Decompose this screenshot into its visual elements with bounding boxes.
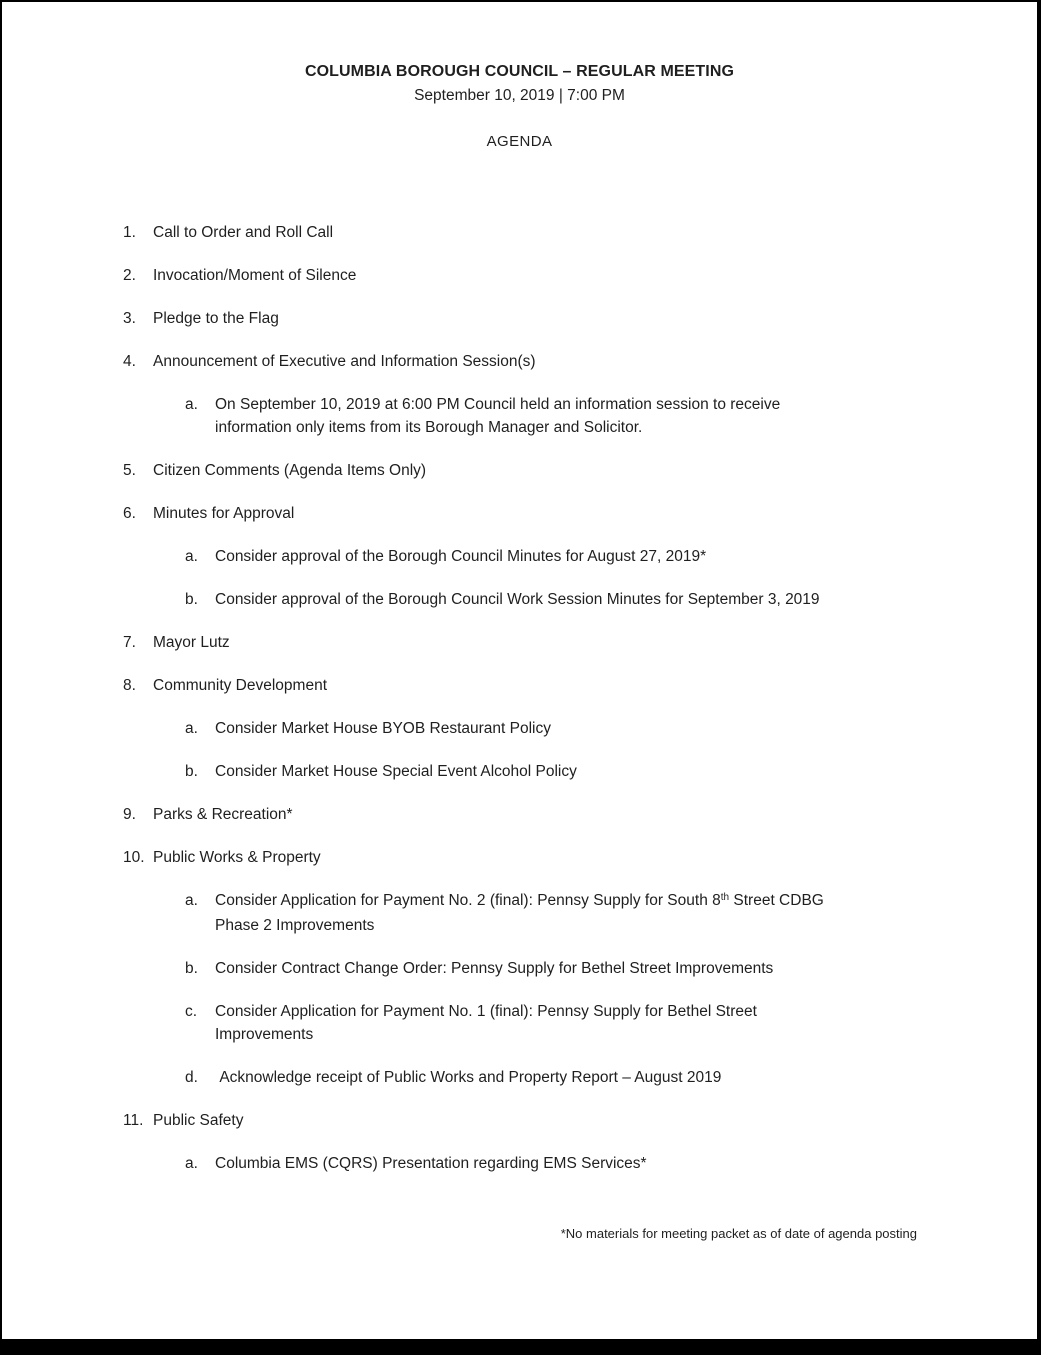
agenda-subitem-10a xyxy=(185,889,1037,937)
agenda-item-6 xyxy=(123,502,1037,525)
item-number: 10. xyxy=(123,849,145,866)
item-number: 3. xyxy=(123,310,136,327)
item-number: 2. xyxy=(123,267,136,284)
agenda-item-4 xyxy=(123,350,1037,373)
agenda-subitem-11a xyxy=(185,1152,1037,1175)
subitem-letter: d. xyxy=(185,1069,198,1086)
subitem-text: Consider Market House Special Event Alcohol Policy xyxy=(215,763,577,780)
agenda-subitem-6b xyxy=(185,588,1037,611)
agenda-heading: AGENDA xyxy=(486,133,553,150)
agenda-subitem-10c xyxy=(185,1000,1037,1046)
agenda-item-2 xyxy=(123,264,1037,287)
agenda-item-10 xyxy=(123,846,1037,869)
subitem-text: Consider Application for Payment No. 1 (final): Pennsy Supply for Bethel Street Improvements xyxy=(215,1003,757,1043)
agenda-subitem-8a xyxy=(185,717,1037,740)
item-number: 9. xyxy=(123,806,136,823)
item-text: Public Works & Property xyxy=(153,849,321,866)
agenda-item-11 xyxy=(123,1109,1037,1132)
agenda-item-9 xyxy=(123,803,1037,826)
agenda-subitem-8b xyxy=(185,760,1037,783)
item-text: Public Safety xyxy=(153,1112,244,1129)
subitem-text: On September 10, 2019 at 6:00 PM Council held an information session to receive information only items from its Borough Manager and Solicitor. xyxy=(215,396,781,436)
subitem-text: Consider Contract Change Order: Pennsy Supply for Bethel Street Improvements xyxy=(215,960,774,977)
subitem-letter: b. xyxy=(185,763,198,780)
item-text: Announcement of Executive and Information Session(s) xyxy=(153,353,536,370)
subitem-letter: b. xyxy=(185,591,198,608)
footnote: *No materials for meeting packet as of date of agenda posting xyxy=(560,1226,917,1241)
subitem-letter: a. xyxy=(185,1155,198,1172)
subitem-letter: c. xyxy=(185,1003,198,1020)
agenda-item-8 xyxy=(123,674,1037,697)
subitem-text: Consider approval of the Borough Council Work Session Minutes for September 3, 2019 xyxy=(215,591,820,608)
agenda-item-5 xyxy=(123,459,1037,482)
subitem-text: Consider approval of the Borough Council Minutes for August 27, 2019* xyxy=(215,548,707,565)
item-number: 8. xyxy=(123,677,136,694)
agenda-item-3 xyxy=(123,307,1037,330)
item-text: Minutes for Approval xyxy=(153,505,295,522)
agenda-subitem-4a xyxy=(185,393,1037,439)
item-text: Community Development xyxy=(153,677,328,694)
agenda-page xyxy=(2,2,1037,1339)
agenda-item-1 xyxy=(123,221,1037,244)
item-text: Pledge to the Flag xyxy=(153,310,279,327)
subitem-text: Columbia EMS (CQRS) Presentation regarding EMS Services* xyxy=(215,1155,647,1172)
item-number: 4. xyxy=(123,353,136,370)
subitem-letter: a. xyxy=(185,548,198,565)
item-number: 1. xyxy=(123,224,136,241)
agenda-list xyxy=(2,221,1037,1175)
subitem-text: Acknowledge receipt of Public Works and Property Report – August 2019 xyxy=(215,1069,722,1086)
item-number: 6. xyxy=(123,505,136,522)
item-text: Parks & Recreation* xyxy=(153,806,293,823)
subitem-text-segment: Consider Application for Payment No. 2 (final): Pennsy Supply for South 8 xyxy=(215,892,721,909)
agenda-subitem-10b xyxy=(185,957,1037,980)
agenda-subitem-6a xyxy=(185,545,1037,568)
item-text: Invocation/Moment of Silence xyxy=(153,267,357,284)
subitem-letter: a. xyxy=(185,892,198,909)
subitem-text: Consider Application for Payment No. 2 (final): Pennsy Supply for South 8th Street CDBG Phase 2 Improvements xyxy=(215,892,824,934)
agenda-subitem-10d xyxy=(185,1066,1037,1089)
subitem-letter: b. xyxy=(185,960,198,977)
subitem-text: Consider Market House BYOB Restaurant Policy xyxy=(215,720,551,737)
item-text: Citizen Comments (Agenda Items Only) xyxy=(153,462,427,479)
item-number: 5. xyxy=(123,462,136,479)
item-text: Mayor Lutz xyxy=(153,634,230,651)
item-number: 7. xyxy=(123,634,136,651)
ordinal-superscript: th xyxy=(720,892,730,903)
document-datetime: September 10, 2019 | 7:00 PM xyxy=(414,87,625,104)
agenda-item-7 xyxy=(123,631,1037,654)
document-header xyxy=(2,2,1037,154)
item-number: 11. xyxy=(123,1112,144,1129)
document-title: COLUMBIA BOROUGH COUNCIL – REGULAR MEETING xyxy=(304,63,735,80)
subitem-letter: a. xyxy=(185,396,198,413)
subitem-text-segment: Street CDBG xyxy=(729,892,824,909)
item-text: Call to Order and Roll Call xyxy=(153,224,334,241)
subitem-letter: a. xyxy=(185,720,198,737)
